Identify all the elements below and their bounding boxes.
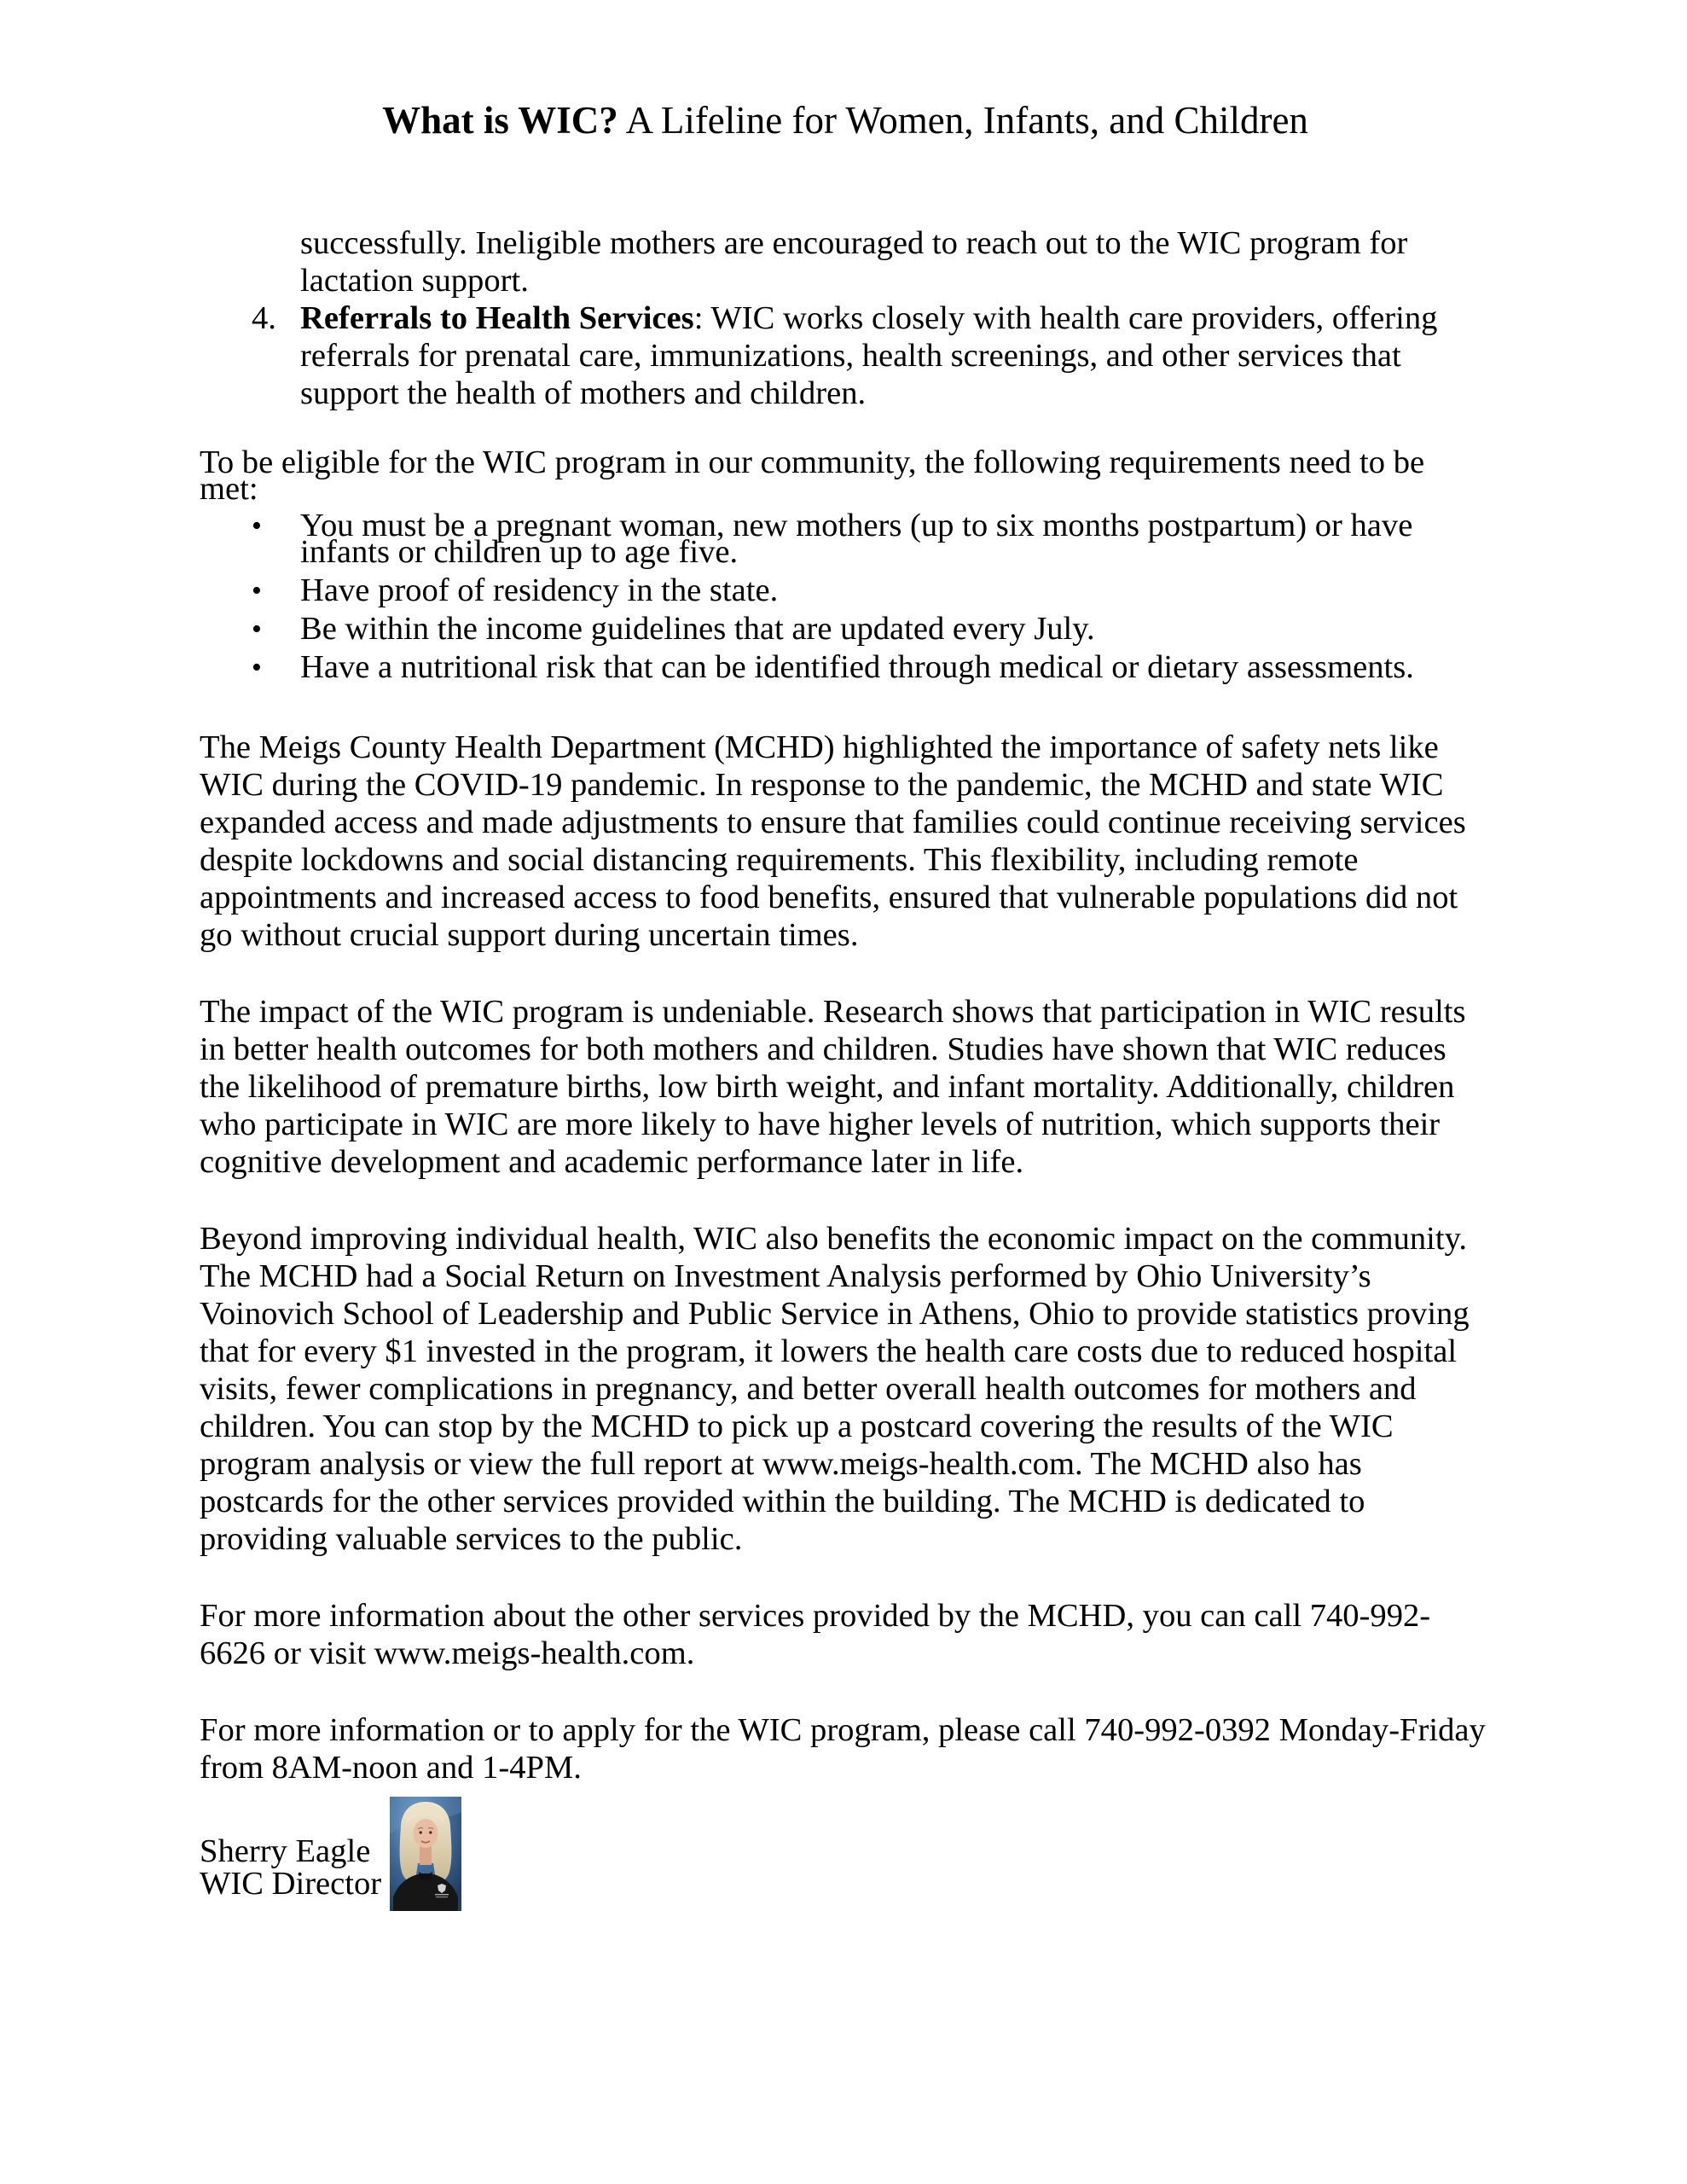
bullet-icon: • [252,575,262,607]
bullet-text: Have a nutritional risk that can be identified through medical or dietary assessments. [300,649,1414,685]
bullet-icon: • [252,613,262,645]
bullet-text: Have proof of residency in the state. [300,572,779,608]
numbered-list [200,224,1491,412]
list-item-continuation: successfully. Ineligible mothers are encouraged to reach out to the WIC program for lactation support. [300,225,1408,299]
paragraph-mchd-covid: The Meigs County Health Department (MCHD) highlighted the importance of safety nets like WIC during the COVID-19 pandemic. In response to the pandemic, the MCHD and state WIC expanded access and made adjustments to ensure that families could continue receiving services despite lockdowns and social distancing requirements. This flexibility, including remote appointments and increased access to food benefits, ensured that vulnerable populations did not go without crucial support during uncertain times. [200,729,1466,953]
portrait-photo [390,1797,461,1911]
list-number-marker: 4. [252,300,276,336]
list-item-4-regular: : WIC works closely with health care providers, offering referrals for prenatal care, immunizations, health screenings, and other services that support the health of mothers and children. [300,300,1438,411]
list-item [252,611,1491,647]
list-item-4-text [300,299,1491,412]
list-item [252,508,1491,570]
bullet-text: Be within the income guidelines that are updated every July. [300,611,1095,647]
signature-block [200,1835,558,1900]
bullet-list [200,508,1491,685]
list-item-4-bold: Referrals to Health Services [300,300,694,336]
list-item [252,572,1491,608]
paragraph-apply-info: For more information or to apply for the WIC program, please call 740-992-0392 Monday-Friday from 8AM-noon and 1-4PM. [200,1712,1486,1786]
signature-name: Sherry Eagle [200,1833,371,1869]
page-title-bold: What is WIC? [382,99,618,142]
bullet-icon: • [252,652,262,683]
page-title-regular: A Lifeline for Women, Infants, and Children [617,99,1308,142]
signature-role: WIC Director [200,1866,382,1902]
paragraph-economic-impact: Beyond improving individual health, WIC also benefits the economic impact on the community. The MCHD had a Social Return on Investment Analysis performed by Ohio University’s Voinovich School of Leadership and Public Service in Athens, Ohio to provide statistics proving that for every $1 invested in the program, it lowers the health care costs due to reduced hospital visits, fewer complications in pregnancy, and better overall health outcomes for mothers and children. You can stop by the MCHD to pick up a postcard covering the results of the WIC program analysis or view the full report at www.meigs-health.com. The MCHD also has postcards for the other services provided within the building. The MCHD is dedicated to providing valuable services to the public. [200,1221,1470,1557]
bullet-text: You must be a pregnant woman, new mothers (up to six months postpartum) or have infants or children up to age five. [300,508,1413,570]
paragraph-more-information: For more information about the other services provided by the MCHD, you can call 740-992-6626 or visit www.meigs-health.com. [200,1598,1431,1671]
bullet-icon: • [252,510,262,542]
list-item [252,649,1491,685]
portrait-photo-graphic [390,1797,461,1911]
paragraph-wic-impact: The impact of the WIC program is undeniable. Research shows that participation in WIC results in better health outcomes for both mothers and children. Studies have shown that WIC reduces the likelihood of premature births, low birth weight, and infant mortality. Additionally, children who participate in WIC are more likely to have higher levels of nutrition, which supports their cognitive development and academic performance later in life. [200,994,1466,1180]
paragraph-eligibility-intro: To be eligible for the WIC program in our community, the following requirements need to be met: [200,444,1425,507]
list-item-4 [252,299,1491,412]
page-title [200,97,1491,143]
